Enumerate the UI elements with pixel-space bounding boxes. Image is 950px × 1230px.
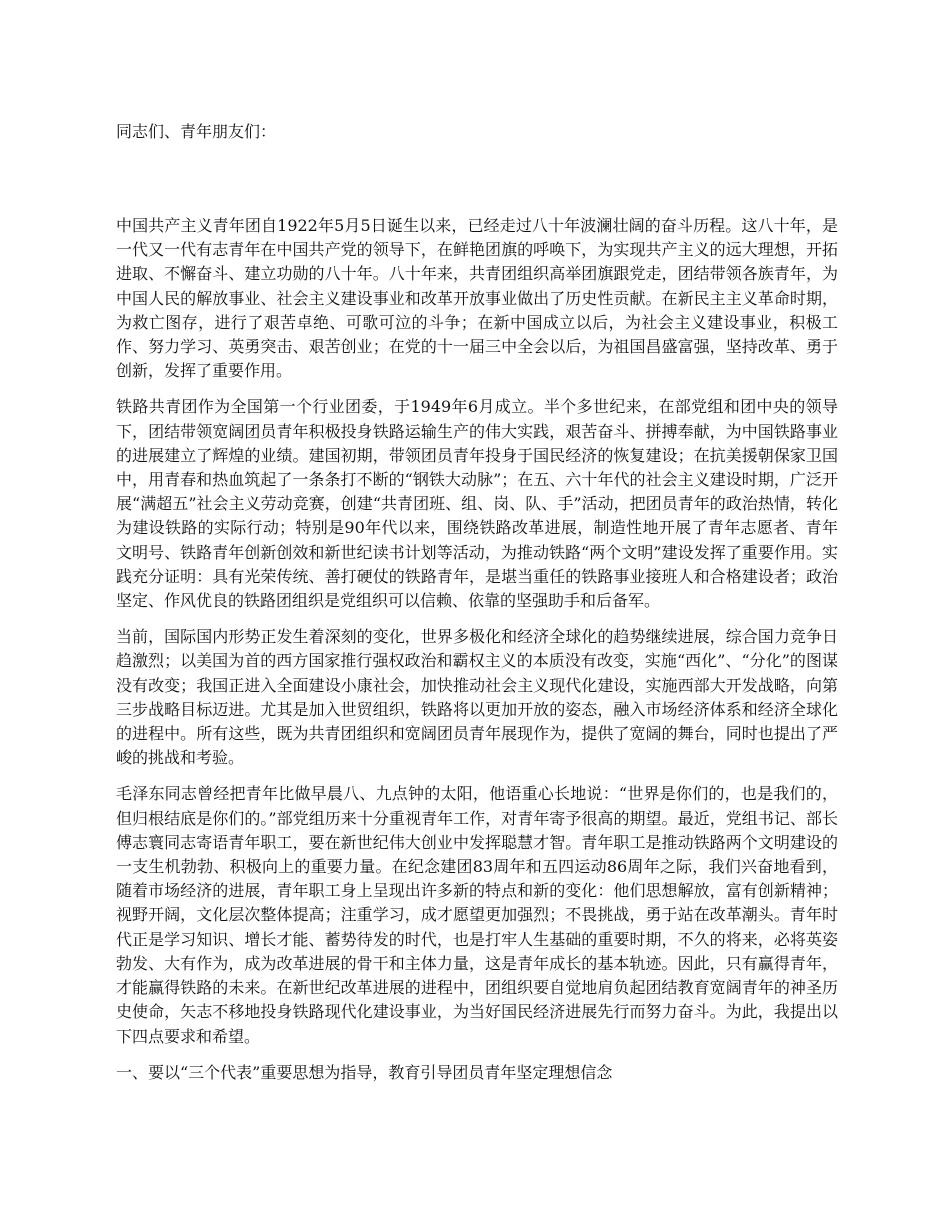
paragraph-history: 中国共产主义青年团自1922年5月5日诞生以来，已经走过八十年波澜壮阔的奋斗历程。这八十年，是一代又一代有志青年在中国共产党的领导下，在鲜艳团旗的呼唤下，为实现共产主义的远大理想，开拓进取、不懈奋斗、建立功勋的八十年。八十年来，共青团组织高举团旗跟党走，团结带领各族青年，为中国人民的解放事业、社会主义建设事业和改革开放事业做出了历史性贡献。在新民主主义革命时期，为救亡图存，进行了艰苦卓绝、可歌可泣的斗争；在新中国成立以后，为社会主义建设事业，积极工作、努力学习、英勇突击、艰苦创业；在党的十一届三中全会以后，为祖国昌盛富强，坚持改革、勇于创新，发挥了重要作用。 <box>116 216 838 381</box>
paragraph-youth-expectations: 毛泽东同志曾经把青年比做早晨八、九点钟的太阳，他语重心长地说：“世界是你们的，也是我们的，但归根结底是你们的。”部党组历来十分重视青年工作，对青年寄予很高的期望。最近，党组书记、部长傅志寰同志寄语青年职工，要在新世纪伟大创业中发挥聪慧才智。青年职工是推动铁路两个文明建设的一支生机勃勃、积极向上的重要力量。在纪念建团83周年和五四运动86周年之际，我们兴奋地看到，随着市场经济的进展，青年职工身上呈现出许多新的特点和新的变化：他们思想解放，富有创新精神；视野开阔，文化层次整体提高；注重学习，成才愿望更加强烈；不畏挑战，勇于站在改革潮头。青年时代正是学习知识、增长才能、蓄势待发的时代，也是打牢人生基础的重要时期，不久的将来，必将英姿勃发、大有作为，成为改革进展的骨干和主体力量，这是青年成长的基本轨迹。因此，只有赢得青年，才能赢得铁路的未来。在新世纪改革进展的进程中，团组织要自觉地肩负起团结教育宽阔青年的神圣历史使命，矢志不移地投身铁路现代化建设事业，为当好国民经济进展先行而努力奋斗。为此，我提出以下四点要求和希望。 <box>116 784 838 1046</box>
document-page <box>116 120 838 1085</box>
section-heading: 一、要以“三个代表”重要思想为指导，教育引导团员青年坚定理想信念 <box>116 1062 613 1082</box>
paragraph-railway-league: 铁路共青团作为全国第一个行业团委，于1949年6月成立。半个多世纪来，在部党组和团中央的领导下，团结带领宽阔团员青年积极投身铁路运输生产的伟大实践，艰苦奋斗、拼搏奉献，为中国铁路事业的进展建立了辉煌的业绩。建国初期，带领团员青年投身于国民经济的恢复建设；在抗美援朝保家卫国中，用青春和热血筑起了一条条打不断的“钢铁大动脉”；在五、六十年代的社会主义建设时期，广泛开展“满超五”社会主义劳动竞赛，创建“共青团班、组、岗、队、手”活动，把团员青年的政治热情，转化为建设铁路的实际行动；特别是90年代以来，围绕铁路改革进展，制造性地开展了青年志愿者、青年文明号、铁路青年创新创效和新世纪读书计划等活动，为推动铁路“两个文明”建设发挥了重要作用。实践充分证明：具有光荣传统、善打硬仗的铁路青年，是堪当重任的铁路事业接班人和合格建设者；政治坚定、作风优良的铁路团组织是党组织可以信赖、依靠的坚强助手和后备军。 <box>116 397 838 611</box>
paragraph-current-situation: 当前，国际国内形势正发生着深刻的变化，世界多极化和经济全球化的趋势继续进展，综合国力竞争日趋激烈；以美国为首的西方国家推行强权政治和霸权主义的本质没有改变，实施“西化”、“分化”的图谋没有改变；我国正进入全面建设小康社会，加快推动社会主义现代化建设，实施西部大开发战略，向第三步战略目标迈进。尤其是加入世贸组织，铁路将以更加开放的姿态，融入市场经济体系和经济全球化的进程中。所有这些，既为共青团组织和宽阔团员青年展现作为，提供了宽阔的舞台，同时也提出了严峻的挑战和考验。 <box>116 627 838 768</box>
salutation: 同志们、青年朋友们： <box>116 122 277 141</box>
blank-space <box>116 144 838 214</box>
